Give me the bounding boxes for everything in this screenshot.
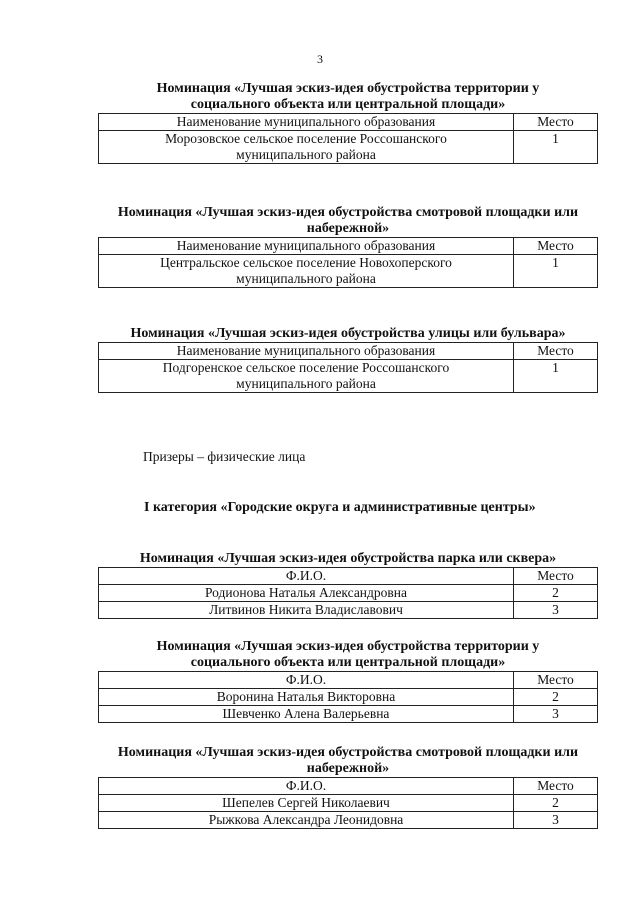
nomination-title: Номинация «Лучшая эскиз-идея обустройства парка или сквера» <box>139 551 557 566</box>
column-header-place: Место <box>514 672 598 689</box>
org-nomination-2 <box>98 205 598 288</box>
cell-place: 3 <box>514 706 598 723</box>
column-header-name: Ф.И.О. <box>99 568 514 585</box>
cell-name: Рыжкова Александра Леонидовна <box>99 812 514 829</box>
results-table <box>98 113 598 164</box>
cell-name: Морозовское сельское поселение Россошанского муниципального района <box>99 131 514 164</box>
org-nomination-1 <box>98 81 598 164</box>
cell-place: 1 <box>514 255 598 288</box>
person-nomination-3 <box>98 745 598 829</box>
person-nomination-1 <box>98 551 598 619</box>
column-header-name: Наименование муниципального образования <box>99 238 514 255</box>
nomination-title: Номинация «Лучшая эскиз-идея обустройства территории у социального объекта или центральной площади» <box>156 81 540 112</box>
table-header-row <box>99 238 598 255</box>
table-row <box>99 585 598 602</box>
column-header-place: Место <box>514 778 598 795</box>
cell-name: Родионова Наталья Александровна <box>99 585 514 602</box>
cell-name: Литвинов Никита Владиславович <box>99 602 514 619</box>
nomination-title: Номинация «Лучшая эскиз-идея обустройства улицы или бульвара» <box>130 326 566 341</box>
table-row <box>99 255 598 288</box>
table-row <box>99 360 598 393</box>
cell-name: Подгоренское сельское поселение Россошанского муниципального района <box>99 360 514 393</box>
category-title: I категория «Городские округа и административные центры» <box>144 500 536 515</box>
cell-place: 1 <box>514 360 598 393</box>
cell-name: Воронина Наталья Викторовна <box>99 689 514 706</box>
column-header-name: Ф.И.О. <box>99 778 514 795</box>
table-header-row <box>99 343 598 360</box>
table-header-row <box>99 114 598 131</box>
table-header-row <box>99 778 598 795</box>
table-row <box>99 795 598 812</box>
cell-place: 2 <box>514 585 598 602</box>
results-table <box>98 777 598 829</box>
table-row <box>99 689 598 706</box>
column-header-name: Наименование муниципального образования <box>99 114 514 131</box>
column-header-place: Место <box>514 238 598 255</box>
column-header-place: Место <box>514 114 598 131</box>
cell-name: Шевченко Алена Валерьевна <box>99 706 514 723</box>
results-table <box>98 237 598 288</box>
person-nomination-2 <box>98 639 598 723</box>
cell-place: 3 <box>514 602 598 619</box>
org-nomination-3 <box>98 326 598 393</box>
cell-name: Центральское сельское поселение Новохоперского муниципального района <box>99 255 514 288</box>
table-row <box>99 812 598 829</box>
table-row <box>99 602 598 619</box>
results-table <box>98 342 598 393</box>
table-row <box>99 706 598 723</box>
column-header-place: Место <box>514 343 598 360</box>
cell-place: 1 <box>514 131 598 164</box>
page-number: 3 <box>317 52 323 66</box>
table-row <box>99 131 598 164</box>
nomination-title: Номинация «Лучшая эскиз-идея обустройства смотровой площадки или набережной» <box>117 205 579 236</box>
table-header-row <box>99 568 598 585</box>
table-header-row <box>99 672 598 689</box>
cell-place: 2 <box>514 795 598 812</box>
cell-place: 3 <box>514 812 598 829</box>
nomination-title: Номинация «Лучшая эскиз-идея обустройства смотровой площадки или набережной» <box>117 745 579 776</box>
cell-place: 2 <box>514 689 598 706</box>
column-header-name: Ф.И.О. <box>99 672 514 689</box>
cell-name: Шепелев Сергей Николаевич <box>99 795 514 812</box>
results-table <box>98 567 598 619</box>
nomination-title: Номинация «Лучшая эскиз-идея обустройства территории у социального объекта или центральной площади» <box>156 639 540 670</box>
results-table <box>98 671 598 723</box>
winners-label: Призеры – физические лица <box>143 449 306 464</box>
column-header-name: Наименование муниципального образования <box>99 343 514 360</box>
column-header-place: Место <box>514 568 598 585</box>
